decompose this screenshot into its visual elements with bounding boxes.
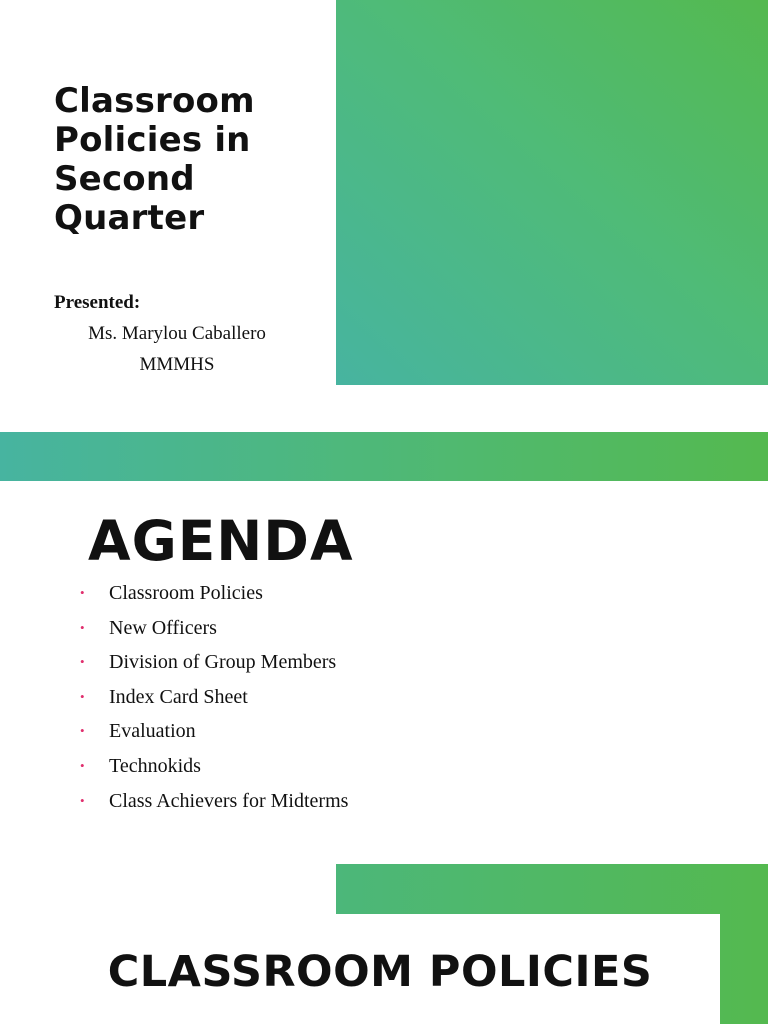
section-title: CLASSROOM POLICIES xyxy=(107,947,653,997)
agenda-item-label: Classroom Policies xyxy=(109,582,263,604)
bullet-icon: • xyxy=(80,757,85,773)
bullet-icon: • xyxy=(80,723,85,739)
agenda-item xyxy=(80,680,348,715)
agenda-item-label: Division of Group Members xyxy=(109,651,337,674)
agenda-item xyxy=(80,576,348,611)
presentation-title: Classroom Policies in Second Quarter xyxy=(54,81,255,238)
bullet-icon: • xyxy=(80,792,85,808)
green-gradient-panel xyxy=(336,0,768,385)
agenda-list xyxy=(80,576,348,818)
agenda-item-label: Evaluation xyxy=(109,720,196,743)
agenda-item-label: Index Card Sheet xyxy=(109,685,248,708)
presented-label: Presented: xyxy=(54,292,141,313)
bullet-icon: • xyxy=(80,688,85,704)
agenda-item-label: New Officers xyxy=(109,616,217,639)
bullet-icon: • xyxy=(80,654,85,670)
presenter-school: MMMHS xyxy=(139,354,215,375)
agenda-item-label: Class Achievers for Midterms xyxy=(109,789,349,812)
bullet-icon: • xyxy=(80,619,85,635)
section-slide xyxy=(0,864,768,1024)
agenda-item xyxy=(80,611,348,646)
agenda-item xyxy=(80,645,348,680)
agenda-title: AGENDA xyxy=(88,509,354,573)
agenda-item xyxy=(80,784,348,819)
bullet-icon: • xyxy=(80,585,85,600)
agenda-slide xyxy=(0,432,768,864)
green-gradient-band xyxy=(0,432,768,481)
agenda-item xyxy=(80,749,348,784)
title-slide xyxy=(0,0,768,432)
agenda-item xyxy=(80,714,348,749)
agenda-item-label: Technokids xyxy=(109,754,201,777)
presenter-name: Ms. Marylou Caballero xyxy=(88,323,266,344)
